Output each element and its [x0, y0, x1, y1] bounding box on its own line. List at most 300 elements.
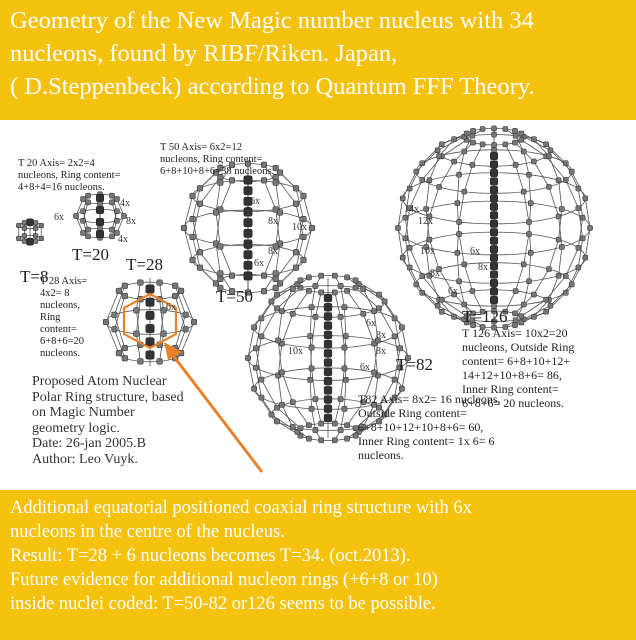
nucleon-node [253, 346, 258, 351]
nucleon-node [546, 267, 551, 272]
nucleon-node [293, 265, 299, 271]
nucleon-node [420, 274, 425, 279]
nucleon-node [344, 423, 349, 428]
nucleon-node [343, 334, 348, 339]
nucleon-node [273, 276, 279, 282]
nucleon-node [259, 334, 264, 339]
nucleon-node [464, 131, 469, 136]
nucleon-node [217, 244, 223, 250]
nucleon-node [480, 142, 485, 147]
nucleon-node [420, 290, 425, 295]
nucleon-node [548, 303, 553, 308]
nucleon-node [480, 127, 485, 132]
nucleon-node [332, 290, 337, 295]
nucleon-node [245, 355, 250, 360]
nucleon-node [146, 298, 154, 306]
nucleon-node [420, 177, 425, 182]
header-line: nucleons, found by RIBF/Riken. Japan, [10, 40, 398, 67]
nucleon-node [298, 278, 303, 283]
nucleon-node [556, 273, 561, 278]
nucleon-node [33, 233, 38, 238]
nucleon-node [400, 196, 405, 201]
footer-line: Additional equatorial positioned coaxial ring structure with 6x [10, 498, 472, 518]
nucleon-node [33, 239, 38, 244]
nucleon-node [110, 227, 115, 232]
nucleon-node [343, 377, 348, 382]
label-t50: T=50 [216, 287, 253, 306]
nucleon-node [261, 273, 267, 279]
nucleon-node [563, 274, 568, 279]
ring-tag: 4x [120, 198, 130, 209]
nucleon-node [259, 316, 264, 321]
nucleon-node [161, 331, 167, 337]
nucleon-node [588, 226, 593, 231]
nucleon-node [528, 201, 533, 206]
nucleon-node [544, 297, 549, 302]
nucleon-node [301, 257, 307, 263]
nucleon-node [513, 133, 518, 138]
nucleon-node [513, 289, 518, 294]
nucleon-node [324, 386, 332, 394]
nucleon-node [342, 345, 347, 350]
footer-banner [0, 490, 636, 640]
nucleon-node [96, 194, 104, 202]
nucleon-node [293, 201, 299, 207]
nucleon-node [526, 172, 531, 177]
ring-tag: 6x [250, 196, 260, 207]
nucleon-node [114, 209, 119, 214]
nucleon-node [86, 200, 91, 205]
nucleon-node [306, 275, 311, 280]
nucleon-node [490, 271, 498, 279]
nucleon-node [332, 438, 337, 443]
nucleon-node [251, 386, 256, 391]
nucleon-node [332, 273, 337, 278]
t28-description: T 28 Axis= 4x2= 8 nucleons, Ring content= 6+8+6=20 nucleons. [40, 276, 88, 359]
nucleon-node [470, 133, 475, 138]
nucleon-node [273, 285, 279, 291]
nucleon-node [531, 159, 536, 164]
nucleon-node [146, 338, 154, 346]
nucleon-node [293, 185, 299, 191]
nucleon-node [462, 262, 467, 267]
nucleon-node [138, 280, 144, 286]
nucleon-node [526, 279, 531, 284]
nucleon-node [217, 180, 223, 186]
nucleon-node [382, 299, 387, 304]
nucleon-node [583, 255, 588, 260]
nucleon-node [556, 178, 561, 183]
nucleon-node [521, 189, 526, 194]
nucleon-node [306, 436, 311, 441]
nucleon-node [563, 161, 568, 166]
ring-tag: 4x [118, 234, 128, 245]
nucleon-node [197, 201, 203, 207]
nucleon-node [279, 402, 284, 407]
nucleon-node [22, 239, 27, 244]
nucleon-node [269, 299, 274, 304]
nucleon-node [190, 234, 196, 240]
nucleon-node [22, 226, 27, 231]
nucleon-node [435, 303, 440, 308]
nucleon-node [559, 206, 564, 211]
nucleon-node [439, 309, 444, 314]
nucleon-node [116, 288, 122, 294]
nucleon-node [244, 250, 252, 258]
nucleon-node [437, 184, 442, 189]
nucleon-node [298, 426, 303, 431]
nucleon-node [490, 195, 498, 203]
nucleon-node [273, 180, 279, 186]
nucleon-node [103, 319, 109, 325]
proposal-caption: Proposed Atom Nuclear Polar Ring structure, based on Magic Number geometry logic. Date: 26-jan 2005.B Author: Leo Vuyk. [32, 374, 184, 467]
nucleon-node [33, 220, 38, 225]
footer-line: Result: T=28 + 6 nucleons becomes T=34. (oct.2013). [10, 546, 411, 566]
nucleon-node [526, 219, 531, 224]
nucleon-node [244, 208, 252, 216]
ring-tag: 6x [470, 246, 480, 257]
nucleon-node [22, 220, 27, 225]
nucleon-node [490, 262, 498, 270]
nucleon-node [217, 271, 223, 277]
nucleon-node [324, 294, 332, 302]
nucleon-node [563, 177, 568, 182]
nucleon-node [548, 148, 553, 153]
ring-tag: 12x [418, 216, 433, 227]
nucleon-node [244, 218, 252, 226]
nucleon-node [290, 286, 295, 291]
nucleon-node [546, 154, 551, 159]
ring-tag: 8x [268, 246, 278, 257]
nucleon-node [342, 406, 347, 411]
nucleon-node [290, 311, 295, 316]
nucleon-node [512, 311, 517, 316]
nucleon-node [569, 282, 574, 287]
nucleon-node [324, 359, 332, 367]
nucleon-node [490, 152, 498, 160]
nucleon-node [33, 226, 38, 231]
nucleon-node [519, 131, 524, 136]
ring-tag: 14x [404, 204, 419, 215]
nucleon-node [392, 377, 397, 382]
nucleon-node [519, 137, 524, 142]
nucleon-node [490, 178, 498, 186]
nucleon-node [407, 186, 412, 191]
footer-line: inside nuclei coded: T=50-82 or126 seems to be possible. [10, 594, 436, 614]
nucleon-node [261, 178, 267, 184]
nucleon-node [324, 340, 332, 348]
nucleon-node [324, 313, 332, 321]
t50-description: T 50 Axis= 6x2=12 nucleons, Ring content= 6+8+10+8+6=38 nucleons. [160, 142, 275, 177]
nucleon-node [191, 319, 197, 325]
nucleon-node [259, 395, 264, 400]
nucleon-node [274, 306, 279, 311]
nucleon-node [462, 189, 467, 194]
nucleon-node [361, 311, 366, 316]
nucleon-node [513, 162, 518, 167]
nucleon-node [74, 214, 79, 219]
nucleon-node [98, 201, 103, 206]
nucleon-node [22, 233, 27, 238]
nucleon-node [403, 236, 408, 241]
nucleon-node [546, 184, 551, 189]
nucleon-node [492, 147, 497, 152]
nucleon-node [301, 193, 307, 199]
nucleon-node [407, 265, 412, 270]
nucleon-node [324, 331, 332, 339]
nucleon-node [112, 326, 118, 332]
nucleon-node [556, 237, 561, 242]
nucleon-node [324, 368, 332, 376]
label-t126: T=126 [462, 307, 508, 326]
nucleon-node [455, 250, 460, 255]
nucleon-node [157, 280, 163, 286]
t126-description: T 126 Axis= 10x2=20 nucleons, Outside Ring content= 6+8+10+12+ 14+12+10+8+6= 86, Inner Ring content= 6+8+6= 20 nucleons. [462, 326, 575, 410]
nucleon-node [521, 302, 526, 307]
nucleon-node [290, 424, 295, 429]
footer-line: nucleons in the centre of the nucleus. [10, 522, 285, 542]
nucleon-node [274, 292, 279, 297]
ring-tag: 8x [268, 216, 278, 227]
nucleon-node [244, 240, 252, 248]
nucleon-node [197, 265, 203, 271]
nucleon-node [490, 296, 498, 304]
nucleon-node [490, 186, 498, 194]
nucleon-node [122, 293, 128, 299]
ring-tag: 8x [376, 330, 386, 341]
nucleon-node [492, 126, 497, 131]
nucleon-node [197, 185, 203, 191]
nucleon-node [338, 427, 343, 432]
nucleon-node [371, 370, 376, 375]
nucleon-node [392, 334, 397, 339]
nucleon-node [400, 255, 405, 260]
nucleon-node [338, 283, 343, 288]
nucleon-node [576, 186, 581, 191]
nucleon-node [229, 178, 235, 184]
nucleon-node [309, 225, 315, 231]
nucleon-node [86, 227, 91, 232]
ring-tag: 10x [292, 222, 307, 233]
nucleon-node [319, 290, 324, 295]
nucleon-node [455, 201, 460, 206]
nucleon-node [544, 309, 549, 314]
ring-tag: 8x [376, 346, 386, 357]
nucleon-node [470, 289, 475, 294]
nucleon-node [399, 325, 404, 330]
nucleon-node [134, 331, 140, 337]
nucleon-node [512, 128, 517, 133]
nucleon-node [503, 142, 508, 147]
nucleon-node [146, 285, 154, 293]
nucleon-node [437, 154, 442, 159]
ring-tag: 6x [254, 258, 264, 269]
nucleon-node [519, 320, 524, 325]
nucleon-node [146, 351, 154, 359]
nucleon-node [183, 326, 189, 332]
nucleon-node [324, 303, 332, 311]
nucleon-node [528, 250, 533, 255]
nucleon-node [392, 316, 397, 321]
nucleon-node [39, 236, 44, 241]
nucleon-node [512, 140, 517, 145]
nucleon-node [576, 206, 581, 211]
nucleon-node [110, 200, 115, 205]
nucleon-node [279, 309, 284, 314]
nucleon-node [86, 234, 91, 239]
nucleon-node [81, 230, 86, 235]
nucleon-node [396, 226, 401, 231]
nucleon-node [503, 127, 508, 132]
nucleon-node [490, 237, 498, 245]
nucleon-node [435, 148, 440, 153]
nucleon-node [544, 142, 549, 147]
t82-description: T82 Axis= 8x2= 16 nucleons, Outside Ring content= 6+8+10+12+10+8+6= 60, Inner Ring content= 1x 6= 6 nucleons. [358, 392, 501, 462]
nucleon-node [559, 245, 564, 250]
nucleon-node [112, 312, 118, 318]
nucleon-node [313, 283, 318, 288]
label-t28: T=28 [126, 255, 163, 274]
ring-tag: 10x [288, 346, 303, 357]
nucleon-node [470, 162, 475, 167]
nucleon-node [253, 365, 258, 370]
nucleon-node [279, 370, 284, 375]
nucleon-node [420, 161, 425, 166]
nucleon-node [96, 206, 104, 214]
nucleon-node [251, 325, 256, 330]
nucleon-node [301, 216, 307, 222]
nucleon-node [414, 282, 419, 287]
nucleon-node [190, 257, 196, 263]
nucleon-node [81, 209, 86, 214]
nucleon-node [244, 261, 252, 269]
nucleon-node [157, 359, 163, 365]
nucleon-node [403, 215, 408, 220]
nucleon-node [98, 226, 103, 231]
nucleon-node [244, 272, 252, 280]
nucleon-node [344, 288, 349, 293]
nucleon-node [277, 210, 283, 216]
nucleon-node [457, 172, 462, 177]
nucleon-node [96, 218, 104, 226]
nucleon-node [332, 421, 337, 426]
nucleon-node [490, 288, 498, 296]
nucleon-node [471, 128, 476, 133]
nucleon-node [259, 377, 264, 382]
nucleon-node [178, 288, 184, 294]
nucleon-node [309, 366, 314, 371]
nucleon-node [293, 249, 299, 255]
nucleon-node [576, 245, 581, 250]
header-line: ( D.Steppenbeck) according to Quantum FFF Theory. [10, 73, 535, 100]
label-t8: T=8 [20, 267, 49, 286]
nucleon-node [81, 218, 86, 223]
nucleon-node [274, 419, 279, 424]
nucleon-node [114, 197, 119, 202]
nucleon-node [338, 397, 343, 402]
nucleon-node [462, 149, 467, 154]
footer-explanation [10, 496, 630, 616]
nucleon-node [217, 276, 223, 282]
nucleon-node [197, 249, 203, 255]
nucleon-node [414, 169, 419, 174]
ring-tag: 6x [166, 302, 176, 313]
nucleon-node [229, 273, 235, 279]
nucleon-node [27, 238, 34, 245]
nucleon-node [490, 203, 498, 211]
nucleon-node [134, 307, 140, 313]
nucleon-node [342, 305, 347, 310]
nucleon-node [490, 228, 498, 236]
nucleon-node [81, 197, 86, 202]
label-t20: T=20 [72, 245, 109, 264]
label-t82: T=82 [396, 355, 433, 374]
nucleon-node [353, 285, 358, 290]
nucleon-node [110, 234, 115, 239]
nucleon-node [138, 359, 144, 365]
header-banner [0, 0, 636, 112]
nucleon-node [397, 346, 402, 351]
nucleon-node [324, 396, 332, 404]
nucleon-node [427, 237, 432, 242]
nucleon-node [424, 206, 429, 211]
nucleon-node [319, 273, 324, 278]
nucleon-node [309, 305, 314, 310]
nucleon-node [313, 397, 318, 402]
nucleon-node [324, 377, 332, 385]
nucleon-node [244, 229, 252, 237]
nucleon-node [457, 219, 462, 224]
nucleon-node [16, 236, 21, 241]
nucleon-node [183, 312, 189, 318]
nucleon-node [324, 349, 332, 357]
nucleon-node [583, 196, 588, 201]
nucleon-node [492, 143, 497, 148]
ring-tag: 6x [54, 212, 64, 223]
nucleon-node [301, 234, 307, 240]
nucleon-node [371, 309, 376, 314]
nucleon-node [490, 245, 498, 253]
nucleon-node [353, 278, 358, 283]
nucleon-node [309, 406, 314, 411]
nucleon-node [114, 218, 119, 223]
nucleon-node [471, 140, 476, 145]
nucleon-node [308, 334, 313, 339]
nucleon-node [172, 293, 178, 299]
nucleon-node [427, 178, 432, 183]
nucleon-node [276, 338, 281, 343]
nucleon-node [308, 377, 313, 382]
nucleon-node [261, 288, 267, 294]
nucleon-node [439, 142, 444, 147]
nucleon-node [526, 232, 531, 237]
nucleon-node [190, 216, 196, 222]
nucleon-node [306, 288, 311, 293]
nucleon-node [490, 220, 498, 228]
ring-tag: 8x [478, 262, 488, 273]
nucleon-node [324, 322, 332, 330]
header-title [10, 4, 630, 103]
nucleon-node [344, 275, 349, 280]
nucleon-node [306, 423, 311, 428]
nucleon-node [376, 306, 381, 311]
nucleon-node [273, 271, 279, 277]
ring-tag: 6x [366, 318, 376, 329]
nucleon-node [457, 279, 462, 284]
nucleon-node [338, 314, 343, 319]
nucleon-node [309, 345, 314, 350]
nucleon-node [324, 414, 332, 422]
